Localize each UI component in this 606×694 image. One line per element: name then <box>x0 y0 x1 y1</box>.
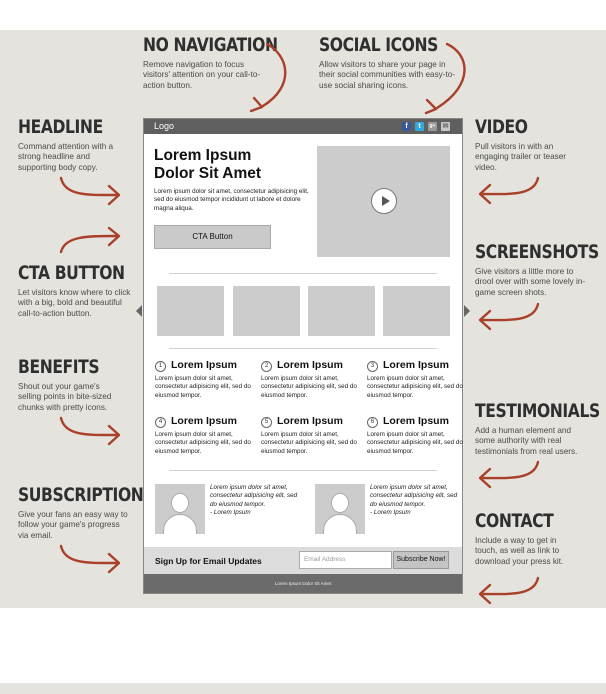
bottom-strip <box>0 683 606 694</box>
annotation-text: Give your fans an easy way to follow your game's progress via email. <box>18 510 128 540</box>
play-icon[interactable] <box>371 188 397 214</box>
annotation-cta-button <box>18 262 138 319</box>
twitter-icon: t <box>415 122 424 131</box>
video-placeholder[interactable] <box>317 146 450 257</box>
carousel-prev-icon[interactable] <box>136 305 142 317</box>
email-signup-bar <box>144 547 462 574</box>
annotation-text: Add a human element and some authority with real testimonials from real users. <box>475 426 578 456</box>
top-bar <box>144 119 462 134</box>
annotation-text: Shout out your game's selling points in bite-sized chunks with pretty icons. <box>18 382 112 412</box>
annotation-title: CONTACT <box>475 510 554 532</box>
testimonial-author: - Lorem Ipsum <box>210 508 251 516</box>
benefit-number-icon: 1 <box>155 361 166 372</box>
avatar <box>315 484 365 534</box>
benefit-text: Lorem ipsum dolor sit amet, consectetur adipisicing elit, sed do eiusmod tempor. <box>367 431 463 455</box>
benefit-title: Lorem Ipsum <box>277 415 343 427</box>
annotation-title: TESTIMONIALS <box>475 400 600 422</box>
arrow-icon <box>474 172 546 212</box>
annotation-title: SUBSCRIPTION <box>18 484 144 506</box>
arrow-icon <box>55 218 127 258</box>
annotation-text: Give visitors a little more to drool over with some lovely in-game screen shots. <box>475 267 586 297</box>
arrow-icon <box>55 170 127 210</box>
carousel-next-icon[interactable] <box>464 305 470 317</box>
annotation-text: Allow visitors to share your page in their social communities with easy-to-use social sharing icons. <box>319 60 456 90</box>
landing-page-wireframe <box>143 118 463 594</box>
hero-headline: Lorem Ipsum Dolor Sit Amet <box>154 147 262 182</box>
arrow-icon <box>55 538 127 578</box>
benefit-title: Lorem Ipsum <box>383 359 449 371</box>
arrow-icon <box>245 40 295 115</box>
divider <box>169 273 437 274</box>
signup-label: Sign Up for Email Updates <box>155 556 262 566</box>
avatar <box>155 484 205 534</box>
annotation-text: Let visitors know where to click with a big, bold and beautiful call-to-action button. <box>18 288 131 318</box>
avatar-head <box>331 493 349 513</box>
benefit-title: Lorem Ipsum <box>171 359 237 371</box>
benefit-title: Lorem Ipsum <box>277 359 343 371</box>
annotation-title: SCREENSHOTS <box>475 241 599 263</box>
benefit-text: Lorem ipsum dolor sit amet, consectetur adipisicing elit, sed do eiusmod tempor. <box>155 431 251 455</box>
arrow-icon <box>55 410 127 450</box>
annotation-title: SOCIAL ICONS <box>319 34 438 56</box>
testimonial-text: Lorem ipsum dolor sit amet, consectetur adipisicing elit, sed do eiusmod tempor. <box>370 484 458 508</box>
subscribe-button[interactable]: Subscribe Now! <box>393 551 449 569</box>
testimonial-quote <box>210 484 302 517</box>
screenshot-thumbnail[interactable] <box>233 286 300 336</box>
screenshot-thumbnail[interactable] <box>383 286 450 336</box>
testimonial-author: - Lorem Ipsum <box>370 508 411 516</box>
arrow-icon <box>425 40 475 115</box>
annotation-video <box>475 116 585 173</box>
google-plus-icon: g+ <box>429 123 436 129</box>
avatar-shoulders <box>163 514 197 534</box>
email-icon: ✉ <box>442 123 449 130</box>
benefit-number-icon: 6 <box>367 417 378 428</box>
annotation-contact <box>475 510 580 567</box>
hero-body-copy: Lorem ipsum dolor sit amet, consectetur adipisicing elit, sed do eiusmod tempor incididunt ut labore et dolore magna aliqua. <box>154 188 309 212</box>
annotation-text: Remove navigation to focus visitors' attention on your call-to-action button. <box>143 60 261 90</box>
email-field[interactable]: Email Address <box>299 551 392 569</box>
cta-button[interactable]: CTA Button <box>154 225 271 249</box>
benefit-number-icon: 3 <box>367 361 378 372</box>
testimonial-quote <box>370 484 462 517</box>
annotation-title: CTA BUTTON <box>18 262 125 284</box>
annotation-testimonials <box>475 400 600 457</box>
divider <box>169 348 437 349</box>
testimonial-text: Lorem ipsum dolor sit amet, consectetur adipisicing elit, sed do eiusmod tempor. <box>210 484 298 508</box>
annotation-title: NO NAVIGATION <box>143 34 278 56</box>
arrow-icon <box>474 298 546 338</box>
annotation-text: Include a way to get in touch, as well as link to download your press kit. <box>475 536 564 566</box>
facebook-icon: f <box>402 122 411 131</box>
annotation-text: Command attention with a strong headline and supporting body copy. <box>18 142 114 172</box>
benefit-text: Lorem ipsum dolor sit amet, consectetur adipisicing elit, sed do eiusmod tempor. <box>261 431 357 455</box>
logo: Logo <box>154 121 175 131</box>
footer: Lorem Ipsum Dolor Sit Amet <box>144 574 462 593</box>
annotation-screenshots <box>475 241 599 298</box>
avatar-shoulders <box>323 514 357 534</box>
screenshot-thumbnail[interactable] <box>308 286 375 336</box>
benefit-number-icon: 4 <box>155 417 166 428</box>
annotation-title: HEADLINE <box>18 116 103 138</box>
benefit-title: Lorem Ipsum <box>171 415 237 427</box>
annotation-subscription <box>18 484 144 541</box>
benefit-number-icon: 5 <box>261 417 272 428</box>
annotation-title: BENEFITS <box>18 356 100 378</box>
annotation-text: Pull visitors in with an engaging trailer or teaser video. <box>475 142 567 172</box>
annotation-benefits <box>18 356 118 413</box>
divider <box>169 470 437 471</box>
benefit-text: Lorem ipsum dolor sit amet, consectetur adipisicing elit, sed do eiusmod tempor. <box>261 375 357 399</box>
arrow-icon <box>474 572 546 612</box>
benefit-text: Lorem ipsum dolor sit amet, consectetur adipisicing elit, sed do eiusmod tempor. <box>367 375 463 399</box>
arrow-icon <box>474 456 546 496</box>
screenshot-thumbnail[interactable] <box>157 286 224 336</box>
benefit-number-icon: 2 <box>261 361 272 372</box>
annotation-title: VIDEO <box>475 116 528 138</box>
benefit-title: Lorem Ipsum <box>383 415 449 427</box>
benefit-text: Lorem ipsum dolor sit amet, consectetur adipisicing elit, sed do eiusmod tempor. <box>155 375 251 399</box>
avatar-head <box>171 493 189 513</box>
annotation-headline <box>18 116 128 173</box>
